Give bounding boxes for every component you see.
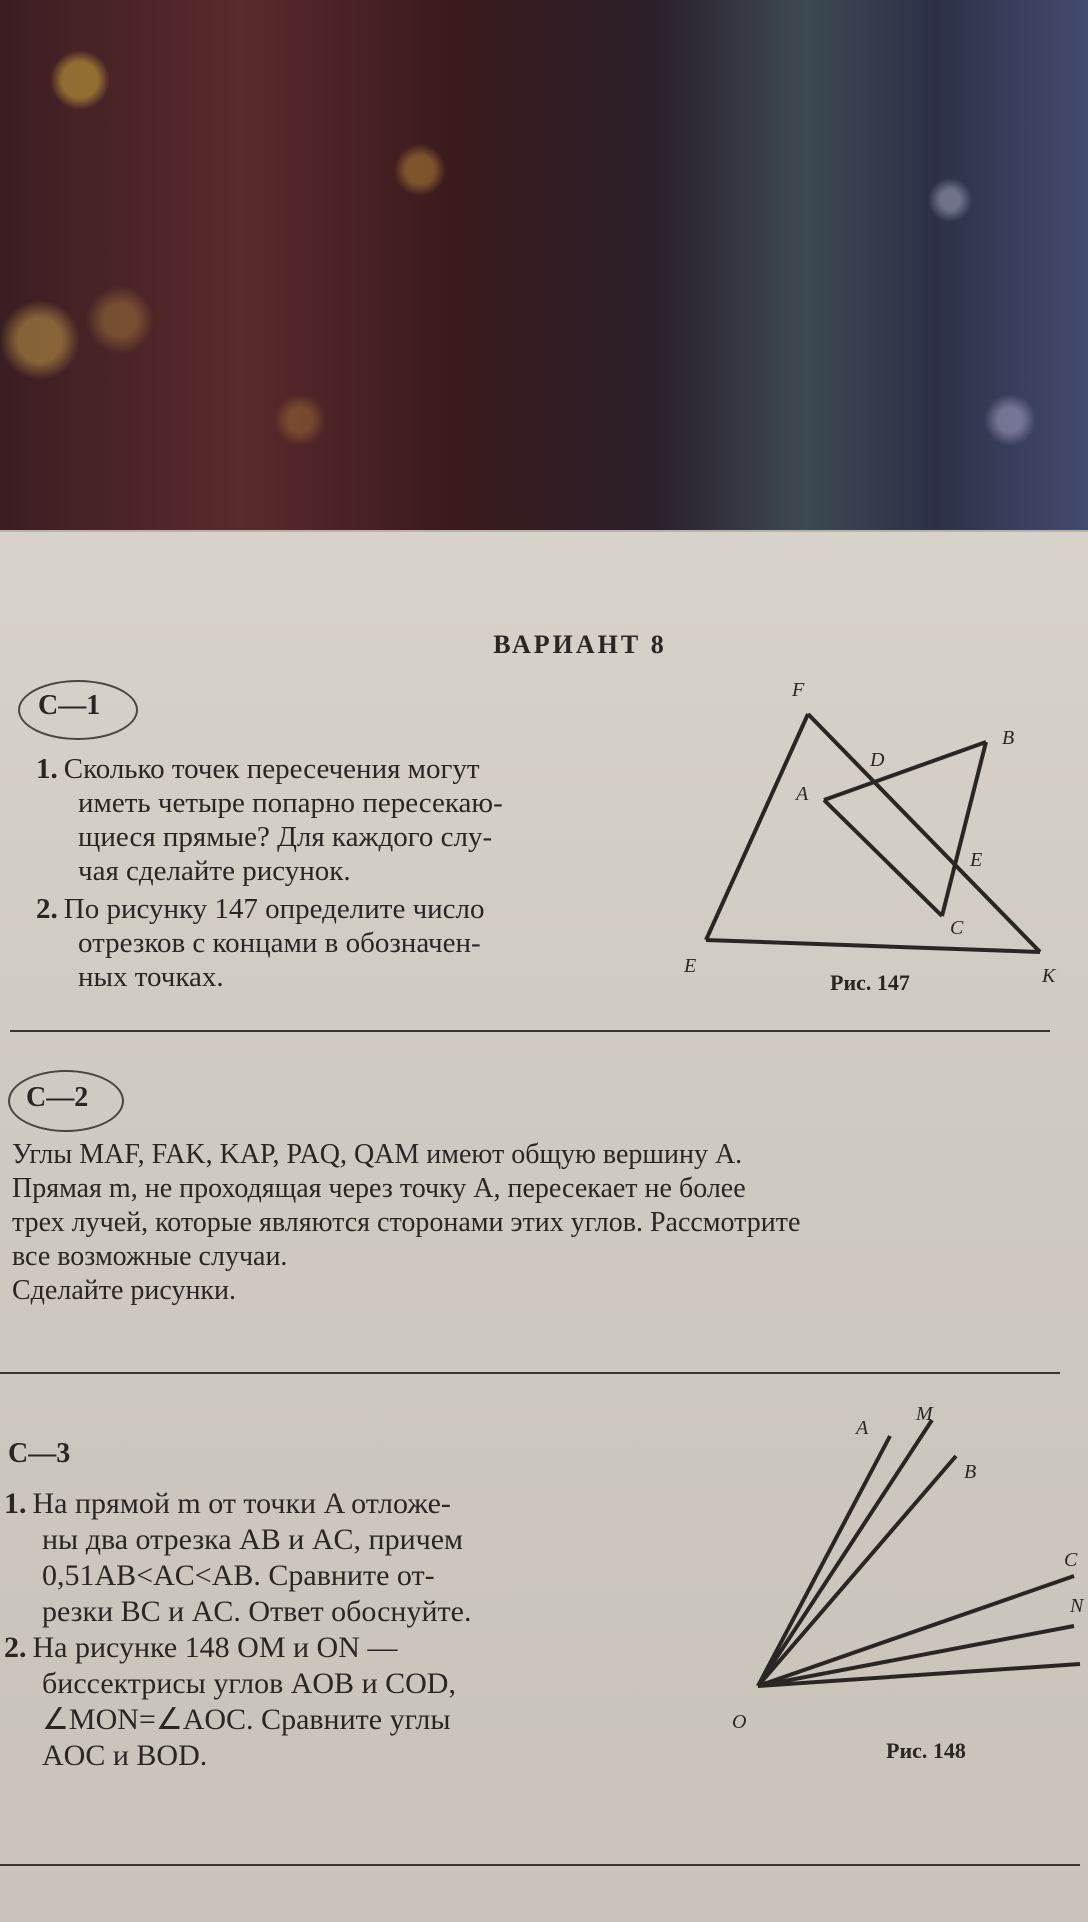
text-line: отрезков с концами в обозначен- bbox=[78, 927, 481, 959]
task-number: 2. bbox=[36, 893, 58, 925]
ray-OM bbox=[758, 1420, 932, 1686]
task-number: 1. bbox=[4, 1487, 27, 1520]
point-label-K: K bbox=[1042, 965, 1056, 987]
text-line: По рисунку 147 определите число bbox=[63, 893, 485, 925]
text-line: резки BC и AC. Ответ обоснуйте. bbox=[42, 1595, 472, 1628]
text-line: щиеся прямые? Для каждого слу- bbox=[78, 821, 493, 853]
point-label-O: O bbox=[732, 1711, 747, 1733]
text-line: 0,51AB<AC<AB. Сравните от- bbox=[42, 1559, 435, 1592]
point-label-B: B bbox=[964, 1461, 977, 1483]
point-label-M: M bbox=[916, 1403, 933, 1425]
section-label-c1: С—1 bbox=[38, 690, 101, 721]
text-line: Сделайте рисунки. bbox=[12, 1275, 237, 1306]
text-line: Сколько точек пересечения могут bbox=[63, 753, 480, 785]
section-label-c3: С—3 bbox=[8, 1438, 71, 1469]
text-line: На прямой m от точки A отложе- bbox=[32, 1487, 451, 1520]
text-line: ны два отрезка AB и AC, причем bbox=[42, 1523, 464, 1556]
point-label-N: N bbox=[1070, 1595, 1084, 1617]
section-divider bbox=[0, 1864, 1080, 1866]
text-line: AOC и BOD. bbox=[42, 1739, 208, 1772]
text-line: Прямая m, не проходящая через точку A, пересекает не более bbox=[12, 1173, 746, 1204]
section-label-c2: С—2 bbox=[26, 1082, 89, 1113]
variant-heading: ВАРИАНТ 8 bbox=[493, 630, 667, 659]
figure-148-caption: Рис. 148 bbox=[886, 1738, 966, 1763]
text-line: все возможные случаи. bbox=[12, 1241, 288, 1272]
text-line: чая сделайте рисунок. bbox=[78, 855, 351, 887]
point-label-E: E bbox=[684, 955, 697, 977]
point-label-F: F bbox=[792, 679, 805, 701]
text-line: На рисунке 148 OM и ON — bbox=[32, 1631, 398, 1664]
point-label-C: C bbox=[1064, 1549, 1078, 1571]
figure-147-caption: Рис. 147 bbox=[830, 970, 910, 995]
text-line: ∠MON=∠AOC. Сравните углы bbox=[42, 1703, 451, 1736]
point-label-E-mid: E bbox=[970, 849, 983, 871]
text-line: Углы MAF, FAK, KAP, PAQ, QAM имеют общую вершину A. bbox=[12, 1139, 743, 1170]
task-number: 2. bbox=[4, 1631, 27, 1664]
text-line: ных точках. bbox=[78, 961, 224, 993]
point-label-A: A bbox=[856, 1417, 869, 1439]
point-label-D: D bbox=[870, 749, 885, 771]
text-line: биссектрисы углов AOB и COD, bbox=[42, 1667, 456, 1700]
text-line: иметь четыре попарно пересекаю- bbox=[78, 787, 503, 819]
point-label-A: A bbox=[796, 783, 809, 805]
text-line: трех лучей, которые являются сторонами этих углов. Рассмотрите bbox=[12, 1207, 801, 1238]
task-number: 1. bbox=[36, 753, 58, 785]
point-label-C: C bbox=[950, 917, 964, 939]
point-label-B: B bbox=[1002, 727, 1015, 749]
